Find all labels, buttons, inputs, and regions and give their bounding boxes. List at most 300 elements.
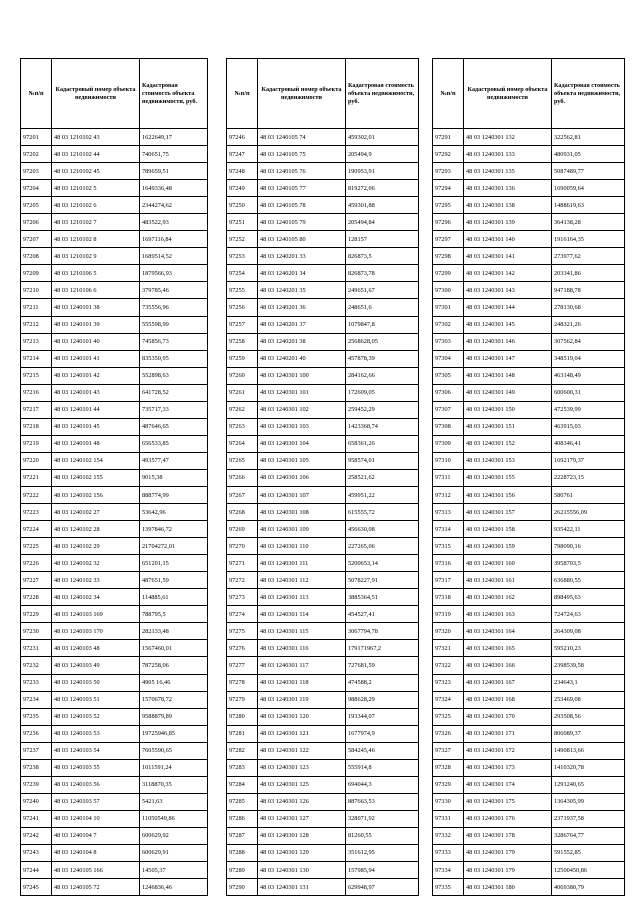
cell-num: 97297 [433, 231, 464, 248]
cell-cad-number: 48 03 1240301 175 [464, 793, 552, 810]
cell-cad-number: 48 03 1240301 125 [258, 776, 346, 793]
cell-num: 97288 [227, 844, 258, 861]
table-row [21, 384, 208, 401]
cell-cad-number: 48 03 1240301 165 [464, 640, 552, 657]
table-row [21, 572, 208, 589]
cell-cad-number: 48 03 1240102 27 [52, 504, 140, 521]
cell-cad-number: 48 03 1240301 163 [464, 606, 552, 623]
cell-cad-value: 293508,56 [552, 708, 625, 725]
cell-cad-number: 48 03 1240103 50 [52, 674, 140, 691]
cell-cad-number: 48 03 1240104 10 [52, 810, 140, 827]
cell-num: 97227 [21, 572, 52, 589]
cell-cad-number: 48 03 1240201 34 [258, 265, 346, 282]
table-body [227, 129, 419, 896]
cell-cad-number: 48 03 1240301 135 [464, 163, 552, 180]
table-row [433, 231, 625, 248]
header-num: №п/п [227, 59, 258, 129]
cell-num: 97207 [21, 231, 52, 248]
cell-cad-value: 258521,62 [346, 469, 419, 486]
cell-num: 97304 [433, 350, 464, 367]
cell-cad-value: 348519,04 [552, 350, 625, 367]
cadastral-table-2 [226, 58, 419, 896]
cell-num: 97317 [433, 572, 464, 589]
cell-cad-value: 1490813,66 [552, 742, 625, 759]
cell-num: 97243 [21, 844, 52, 861]
cell-cad-number: 48 03 1240101 39 [52, 316, 140, 333]
cell-cad-number: 48 03 1240105 75 [258, 146, 346, 163]
cell-cad-number: 48 03 1240101 48 [52, 435, 140, 452]
table-row [433, 640, 625, 657]
table-row [433, 844, 625, 861]
table-row [433, 197, 625, 214]
cell-cad-value: 454527,41 [346, 606, 419, 623]
cell-num: 97211 [21, 299, 52, 316]
cell-num: 97307 [433, 401, 464, 418]
cell-cad-value: 493577,47 [140, 452, 208, 469]
cell-cad-number: 48 03 1240105 72 [52, 879, 140, 896]
cell-cad-number: 48 03 1240102 33 [52, 572, 140, 589]
table-row [21, 214, 208, 231]
table-row [227, 214, 419, 231]
cell-cad-number: 48 03 1240301 164 [464, 623, 552, 640]
cell-num: 97261 [227, 384, 258, 401]
cell-cad-number: 48 03 1240301 101 [258, 384, 346, 401]
cell-num: 97303 [433, 333, 464, 350]
cell-cad-value: 459302,01 [346, 129, 419, 146]
cell-cad-number: 48 03 1240301 108 [258, 504, 346, 521]
cell-cad-value: 1079847,8 [346, 316, 419, 333]
cell-cad-value: 259452,29 [346, 401, 419, 418]
cell-cad-number: 48 03 1240301 115 [258, 623, 346, 640]
cell-num: 97262 [227, 401, 258, 418]
cell-cad-number: 48 03 1240301 102 [258, 401, 346, 418]
cell-cad-number: 48 03 1240201 37 [258, 316, 346, 333]
cell-cad-number: 48 03 1240301 105 [258, 452, 346, 469]
cell-cad-number: 48 03 1240301 130 [258, 862, 346, 879]
cell-cad-number: 48 03 1240301 123 [258, 759, 346, 776]
cell-cad-value: 2398539,58 [552, 657, 625, 674]
cell-cad-number: 48 03 1240301 107 [258, 486, 346, 503]
cell-cad-number: 48 03 1240104 7 [52, 827, 140, 844]
table-row [433, 708, 625, 725]
cell-cad-value: 4069380,79 [552, 879, 625, 896]
cell-num: 97219 [21, 435, 52, 452]
cell-cad-value: 740651,75 [140, 146, 208, 163]
table-row [21, 555, 208, 572]
cell-num: 97247 [227, 146, 258, 163]
cell-cad-number: 48 03 1240103 52 [52, 708, 140, 725]
cell-cad-number: 48 03 1240301 114 [258, 606, 346, 623]
cell-cad-value: 273977,62 [552, 248, 625, 265]
cell-num: 97306 [433, 384, 464, 401]
cell-cad-number: 48 03 1210102 44 [52, 146, 140, 163]
table-row [433, 657, 625, 674]
cell-num: 97315 [433, 538, 464, 555]
cell-cad-value: 193344,07 [346, 708, 419, 725]
cell-num: 97328 [433, 759, 464, 776]
cell-cad-value: 887663,53 [346, 793, 419, 810]
cell-cad-number: 48 03 1240301 156 [464, 486, 552, 503]
table-row [227, 776, 419, 793]
cell-cad-number: 48 03 1240102 154 [52, 452, 140, 469]
cell-cad-number: 48 03 1240102 28 [52, 521, 140, 538]
cell-num: 97209 [21, 265, 52, 282]
table-row [433, 435, 625, 452]
cell-cad-number: 48 03 1240105 77 [258, 180, 346, 197]
table-row [433, 555, 625, 572]
table-row [433, 623, 625, 640]
cell-num: 97283 [227, 759, 258, 776]
table-row [433, 299, 625, 316]
table-row [227, 316, 419, 333]
cell-cad-value: 658361,26 [346, 435, 419, 452]
cell-num: 97290 [227, 879, 258, 896]
cell-cad-number: 48 03 1240102 155 [52, 469, 140, 486]
cell-cad-number: 48 03 1240301 116 [258, 640, 346, 657]
cell-num: 97334 [433, 862, 464, 879]
cell-num: 97316 [433, 555, 464, 572]
cell-num: 97268 [227, 504, 258, 521]
cell-num: 97289 [227, 862, 258, 879]
table-row [227, 742, 419, 759]
cell-num: 97301 [433, 299, 464, 316]
cell-cad-number: 48 03 1210102 6 [52, 197, 140, 214]
table-row [433, 725, 625, 742]
cell-cad-number: 48 03 1240301 113 [258, 589, 346, 606]
cell-num: 97305 [433, 367, 464, 384]
cell-num: 97228 [21, 589, 52, 606]
table-row [227, 589, 419, 606]
table-row [21, 452, 208, 469]
cell-cad-number: 48 03 1240103 56 [52, 776, 140, 793]
cell-num: 97319 [433, 606, 464, 623]
cell-cad-value: 580761 [552, 486, 625, 503]
cell-num: 97240 [21, 793, 52, 810]
cell-cad-number: 48 03 1240301 157 [464, 504, 552, 521]
table-row [433, 146, 625, 163]
cell-num: 97311 [433, 469, 464, 486]
cell-num: 97285 [227, 793, 258, 810]
table-row [227, 862, 419, 879]
cell-cad-number: 48 03 1240105 80 [258, 231, 346, 248]
cell-cad-number: 48 03 1240103 48 [52, 640, 140, 657]
cell-cad-number: 48 03 1240101 40 [52, 333, 140, 350]
table-row [21, 742, 208, 759]
cell-cad-number: 48 03 1240301 148 [464, 367, 552, 384]
table-row [433, 418, 625, 435]
cell-num: 97251 [227, 214, 258, 231]
cell-num: 97210 [21, 282, 52, 299]
cell-cad-number: 48 03 1240103 170 [52, 623, 140, 640]
cell-cad-value: 5421,63 [140, 793, 208, 810]
table-row [21, 435, 208, 452]
cell-num: 97221 [21, 469, 52, 486]
cell-num: 97333 [433, 844, 464, 861]
table-row [21, 623, 208, 640]
cell-num: 97256 [227, 299, 258, 316]
table-row [227, 350, 419, 367]
cell-num: 97279 [227, 691, 258, 708]
cell-cad-value: 735556,96 [140, 299, 208, 316]
cell-cad-value: 487646,65 [140, 418, 208, 435]
cell-num: 97223 [21, 504, 52, 521]
cell-num: 97309 [433, 435, 464, 452]
table-row [227, 504, 419, 521]
table-row [433, 827, 625, 844]
table-row [21, 691, 208, 708]
cell-cad-number: 48 03 1210102 5 [52, 180, 140, 197]
cell-cad-value: 595210,23 [552, 640, 625, 657]
cell-cad-number: 48 03 1240101 45 [52, 418, 140, 435]
cell-num: 97204 [21, 180, 52, 197]
cell-cad-number: 48 03 1240301 173 [464, 759, 552, 776]
cell-cad-value: 898495,63 [552, 589, 625, 606]
cell-num: 97271 [227, 555, 258, 572]
cell-num: 97214 [21, 350, 52, 367]
table-row [227, 538, 419, 555]
cell-cad-value: 935422,11 [552, 521, 625, 538]
cell-cad-number: 48 03 1240301 142 [464, 265, 552, 282]
cell-cad-number: 48 03 1240301 132 [464, 129, 552, 146]
cell-cad-number: 48 03 1240201 33 [258, 248, 346, 265]
cell-cad-value: 459301,88 [346, 197, 419, 214]
cell-num: 97292 [433, 146, 464, 163]
table-row [227, 879, 419, 896]
header-cad-number: Кадастровый номер объекта недвижимости [258, 59, 346, 129]
cell-cad-value: 5087489,77 [552, 163, 625, 180]
cell-cad-number: 48 03 1240301 179 [464, 862, 552, 879]
table-row [227, 486, 419, 503]
cell-cad-value: 5078227,91 [346, 572, 419, 589]
cell-cad-number: 48 03 1240301 167 [464, 674, 552, 691]
table-row [227, 418, 419, 435]
cell-cad-number: 48 03 1240301 100 [258, 367, 346, 384]
table-row [433, 589, 625, 606]
cell-cad-number: 48 03 1240301 141 [464, 248, 552, 265]
cell-cad-value: 81260,55 [346, 827, 419, 844]
cell-cad-value: 826873,78 [346, 265, 419, 282]
cell-num: 97295 [433, 197, 464, 214]
cell-num: 97286 [227, 810, 258, 827]
table-row [21, 504, 208, 521]
cell-cad-number: 48 03 1240301 179 [464, 844, 552, 861]
cell-cad-number: 48 03 1240301 138 [464, 197, 552, 214]
cell-cad-number: 48 03 1210102 43 [52, 129, 140, 146]
cell-num: 97314 [433, 521, 464, 538]
cell-cad-value: 264309,08 [552, 623, 625, 640]
cell-num: 97310 [433, 452, 464, 469]
cell-num: 97208 [21, 248, 52, 265]
cell-num: 97218 [21, 418, 52, 435]
cell-cad-value: 19725946,85 [140, 725, 208, 742]
cell-num: 97294 [433, 180, 464, 197]
cell-num: 97281 [227, 725, 258, 742]
cell-num: 97229 [21, 606, 52, 623]
cell-cad-value: 555914,8 [346, 759, 419, 776]
cell-num: 97276 [227, 640, 258, 657]
header-cad-value: Кадастровая стоимость объекта недвижимости, руб. [346, 59, 419, 129]
cell-cad-number: 48 03 1240301 146 [464, 333, 552, 350]
table-row [227, 725, 419, 742]
table-header-row [433, 59, 625, 129]
cell-cad-value: 53642,96 [140, 504, 208, 521]
cell-cad-number: 48 03 1240301 168 [464, 691, 552, 708]
table-row [227, 759, 419, 776]
table-row [21, 725, 208, 742]
table-row [227, 231, 419, 248]
table-row [433, 163, 625, 180]
cell-cad-number: 48 03 1240301 159 [464, 538, 552, 555]
table-row [227, 282, 419, 299]
cell-cad-number: 48 03 1240301 166 [464, 657, 552, 674]
cell-num: 97238 [21, 759, 52, 776]
cell-cad-value: 227265,06 [346, 538, 419, 555]
header-num: №п/п [433, 59, 464, 129]
cell-cad-number: 48 03 1240301 103 [258, 418, 346, 435]
table-row [227, 606, 419, 623]
cell-cad-number: 48 03 1240105 76 [258, 163, 346, 180]
cell-cad-value: 591552,85 [552, 844, 625, 861]
cell-num: 97213 [21, 333, 52, 350]
table-row [433, 367, 625, 384]
cell-cad-number: 48 03 1240301 109 [258, 521, 346, 538]
cell-cad-value: 1692179,37 [552, 452, 625, 469]
table-row [227, 163, 419, 180]
cell-cad-value: 1246836,46 [140, 879, 208, 896]
cell-cad-value: 205494,84 [346, 214, 419, 231]
cell-cad-number: 48 03 1240301 153 [464, 452, 552, 469]
cell-cad-value: 14505,37 [140, 862, 208, 879]
cell-cad-value: 234643,1 [552, 674, 625, 691]
table-row [21, 248, 208, 265]
table-row [433, 862, 625, 879]
cell-num: 97269 [227, 521, 258, 538]
cell-cad-value: 600629,91 [140, 844, 208, 861]
cell-num: 97280 [227, 708, 258, 725]
cell-num: 97225 [21, 538, 52, 555]
table-row [433, 384, 625, 401]
cell-cad-value: 584245,46 [346, 742, 419, 759]
table-row [21, 282, 208, 299]
cell-num: 97215 [21, 367, 52, 384]
cell-num: 97265 [227, 452, 258, 469]
table-row [433, 538, 625, 555]
table-row [227, 623, 419, 640]
cell-cad-number: 48 03 1240301 150 [464, 401, 552, 418]
cell-num: 97252 [227, 231, 258, 248]
table-row [227, 384, 419, 401]
cell-num: 97320 [433, 623, 464, 640]
cell-num: 97205 [21, 197, 52, 214]
cell-cad-number: 48 03 1240103 55 [52, 759, 140, 776]
table-row [21, 350, 208, 367]
cell-cad-number: 48 03 1240301 145 [464, 316, 552, 333]
table-row [227, 844, 419, 861]
table-row [21, 879, 208, 896]
cell-cad-value: 1879566,93 [140, 265, 208, 282]
table-row [227, 555, 419, 572]
table-row [227, 827, 419, 844]
cell-cad-number: 48 03 1240301 160 [464, 555, 552, 572]
cell-num: 97231 [21, 640, 52, 657]
cell-cad-value: 600600,31 [552, 384, 625, 401]
cell-num: 97325 [433, 708, 464, 725]
cell-cad-value: 248651,6 [346, 299, 419, 316]
cell-cad-value: 480931,05 [552, 146, 625, 163]
cell-cad-value: 888774,99 [140, 486, 208, 503]
cell-num: 97284 [227, 776, 258, 793]
cell-num: 97224 [21, 521, 52, 538]
header-cad-value: Кадастровая стоимость объекта недвижимости, руб. [140, 59, 208, 129]
cell-num: 97272 [227, 572, 258, 589]
cell-num: 97330 [433, 793, 464, 810]
cell-cad-number: 48 03 1240301 147 [464, 350, 552, 367]
cell-num: 97312 [433, 486, 464, 503]
cell-cad-value: 819272,06 [346, 180, 419, 197]
table-row [21, 589, 208, 606]
table-row [227, 146, 419, 163]
cell-cad-value: 179171967,2 [346, 640, 419, 657]
cell-num: 97244 [21, 862, 52, 879]
cell-cad-value: 656533,85 [140, 435, 208, 452]
cell-cad-value: 988628,29 [346, 691, 419, 708]
cell-cad-number: 48 03 1240101 43 [52, 384, 140, 401]
table-row [433, 248, 625, 265]
table-row [227, 810, 419, 827]
cell-cad-number: 48 03 1240103 57 [52, 793, 140, 810]
table-row [21, 163, 208, 180]
table-row [21, 674, 208, 691]
table-row [21, 367, 208, 384]
cell-cad-value: 253469,08 [552, 691, 625, 708]
table-row [227, 674, 419, 691]
cell-cad-number: 48 03 1240104 8 [52, 844, 140, 861]
cell-cad-value: 128157 [346, 231, 419, 248]
cell-cad-value: 555598,99 [140, 316, 208, 333]
table-row [21, 708, 208, 725]
table-row [227, 367, 419, 384]
cell-cad-number: 48 03 1240301 117 [258, 657, 346, 674]
cell-cad-value: 835350,95 [140, 350, 208, 367]
header-cad-number: Кадастровый номер объекта недвижимости [464, 59, 552, 129]
cell-num: 97250 [227, 197, 258, 214]
cell-cad-value: 190953,91 [346, 163, 419, 180]
table-row [21, 333, 208, 350]
cell-cad-number: 48 03 1210102 45 [52, 163, 140, 180]
table-row [21, 265, 208, 282]
cell-cad-value: 1916164,35 [552, 231, 625, 248]
cell-num: 97230 [21, 623, 52, 640]
cell-cad-number: 48 03 1240105 166 [52, 862, 140, 879]
cell-num: 97332 [433, 827, 464, 844]
cell-num: 97203 [21, 163, 52, 180]
cell-num: 97264 [227, 435, 258, 452]
cell-cad-value: 826873,5 [346, 248, 419, 265]
cell-cad-value: 1397846,72 [140, 521, 208, 538]
cell-cad-number: 48 03 1240301 126 [258, 793, 346, 810]
table-row [433, 316, 625, 333]
table-header-row [21, 59, 208, 129]
cell-cad-number: 48 03 1240301 131 [258, 879, 346, 896]
cell-num: 97257 [227, 316, 258, 333]
table-row [21, 197, 208, 214]
table-body [21, 129, 208, 896]
cell-cad-number: 48 03 1240101 44 [52, 401, 140, 418]
cell-cad-value: 724724,63 [552, 606, 625, 623]
table-row [433, 674, 625, 691]
cell-cad-value: 474588,2 [346, 674, 419, 691]
cell-cad-value: 351612,95 [346, 844, 419, 861]
